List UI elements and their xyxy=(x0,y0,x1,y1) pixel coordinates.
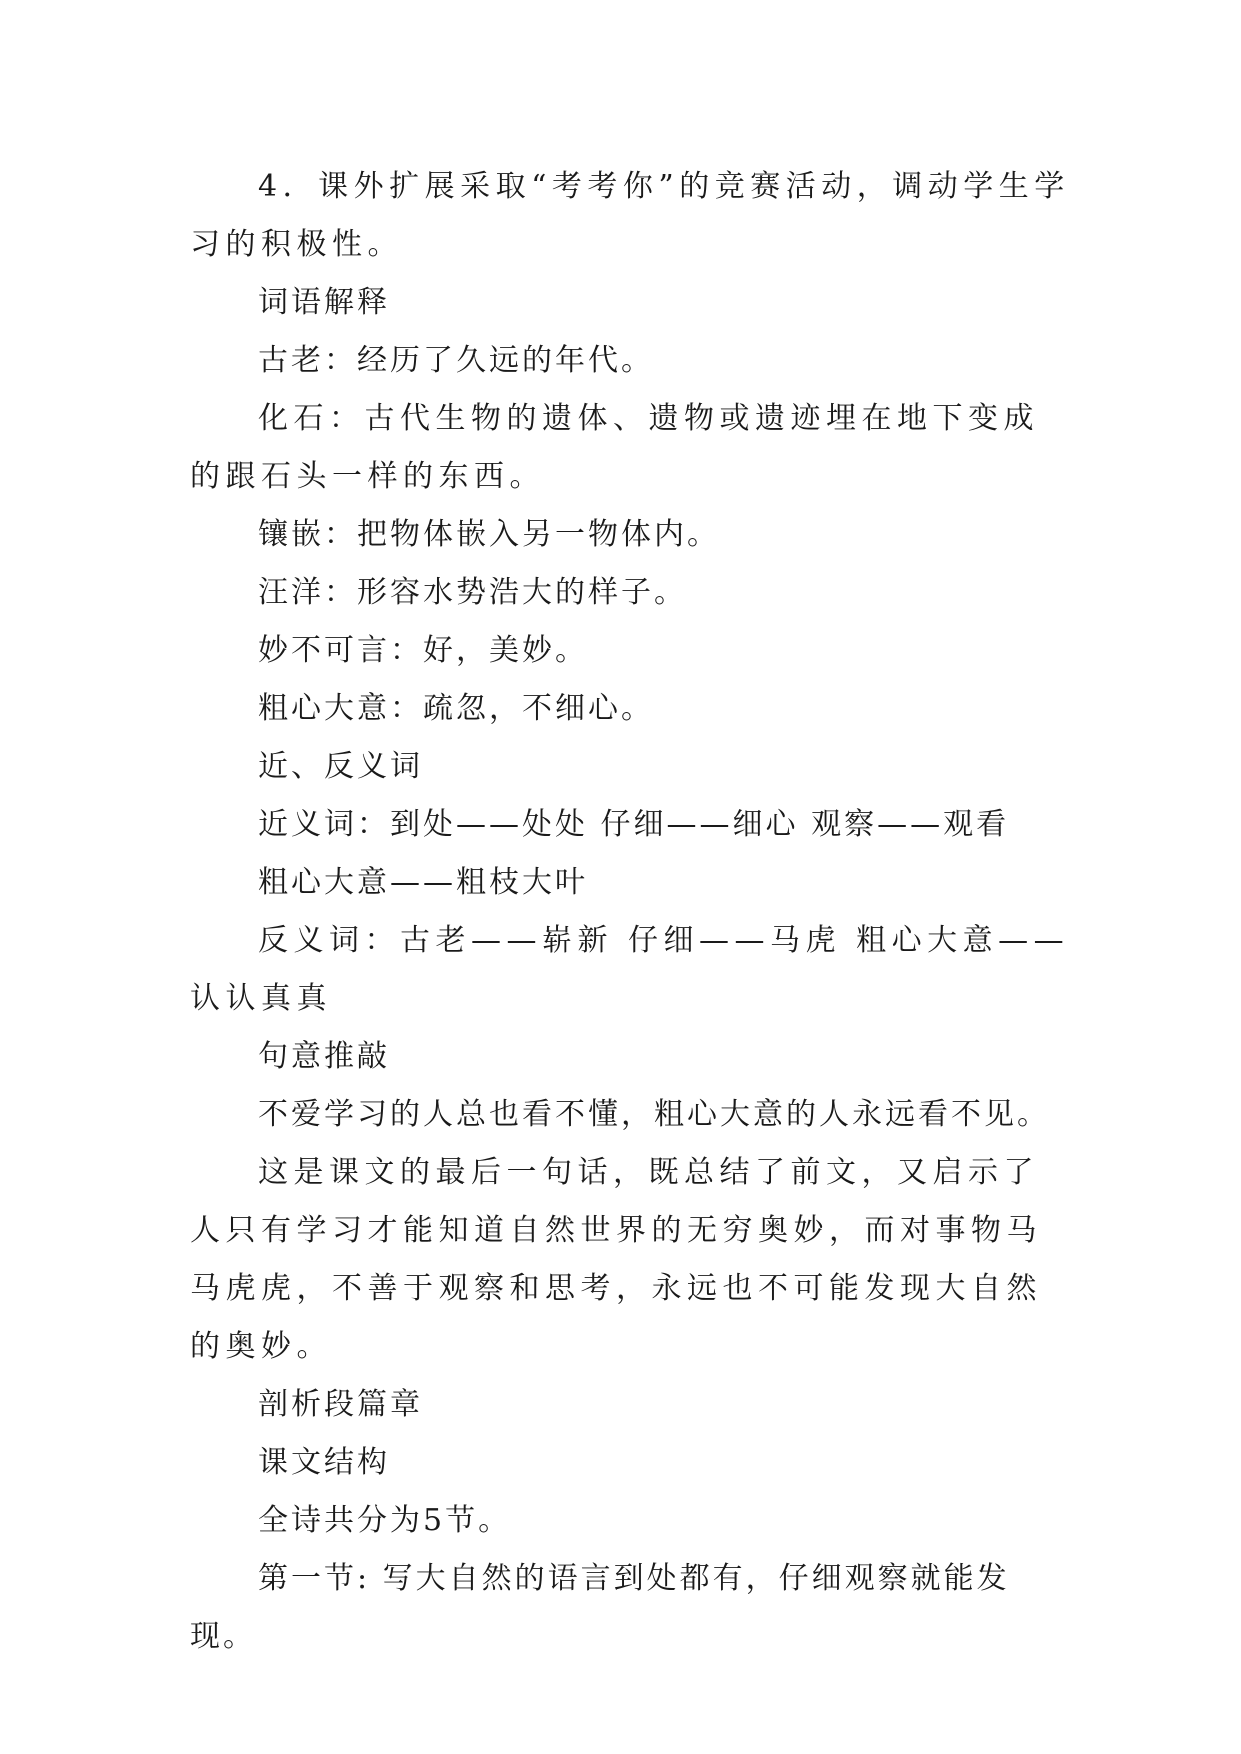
definition-xiangqian: 镶嵌：把物体嵌入另一物体内。 xyxy=(258,517,720,552)
heading-text-structure: 课文结构 xyxy=(258,1445,390,1480)
sentence-explanation: 这是课文的最后一句话，既总结了前文，又启示了人只有学习才能知道自然世界的无穷奥妙，而对事物马马虎虎，不善于观察和思考，永远也不可能发现大自然的奥妙。 xyxy=(190,1155,1042,1364)
quoted-sentence: 不爱学习的人总也看不懂，粗心大意的人永远看不见。 xyxy=(258,1097,1050,1132)
paragraph-activity-note: 4．课外扩展采取“考考你”的竞赛活动，调动学生学习的积极性。 xyxy=(190,169,1070,262)
definition-huashi: 化石：古代生物的遗体、遗物或遗迹埋在地下变成的跟石头一样的东西。 xyxy=(190,401,1039,494)
structure-summary: 全诗共分为5节。 xyxy=(258,1503,512,1538)
definition-gulao: 古老：经历了久远的年代。 xyxy=(258,343,654,378)
heading-paragraph-analysis: 剖析段篇章 xyxy=(258,1387,423,1422)
section-one-summary: 第一节: 写大自然的语言到处都有，仔细观察就能发现。 xyxy=(190,1561,1010,1654)
synonyms-line: 近义词：到处——处处 仔细——细心 观察——观看 xyxy=(258,807,1010,842)
definition-cuxindayi: 粗心大意：疏忽，不细心。 xyxy=(258,691,654,726)
synonyms-line-continued: 粗心大意——粗枝大叶 xyxy=(258,865,588,900)
antonyms-line: 反义词：古老——崭新 仔细——马虎 粗心大意——认认真真 xyxy=(190,923,1070,1016)
heading-word-explanation: 词语解释 xyxy=(258,285,390,320)
heading-sentence-analysis: 句意推敲 xyxy=(258,1039,390,1074)
heading-synonyms-antonyms: 近、反义词 xyxy=(258,749,423,784)
definition-miaobukeyan: 妙不可言：好，美妙。 xyxy=(258,633,588,668)
document-body xyxy=(190,158,1070,1666)
definition-wangyang: 汪洋：形容水势浩大的样子。 xyxy=(258,575,687,610)
